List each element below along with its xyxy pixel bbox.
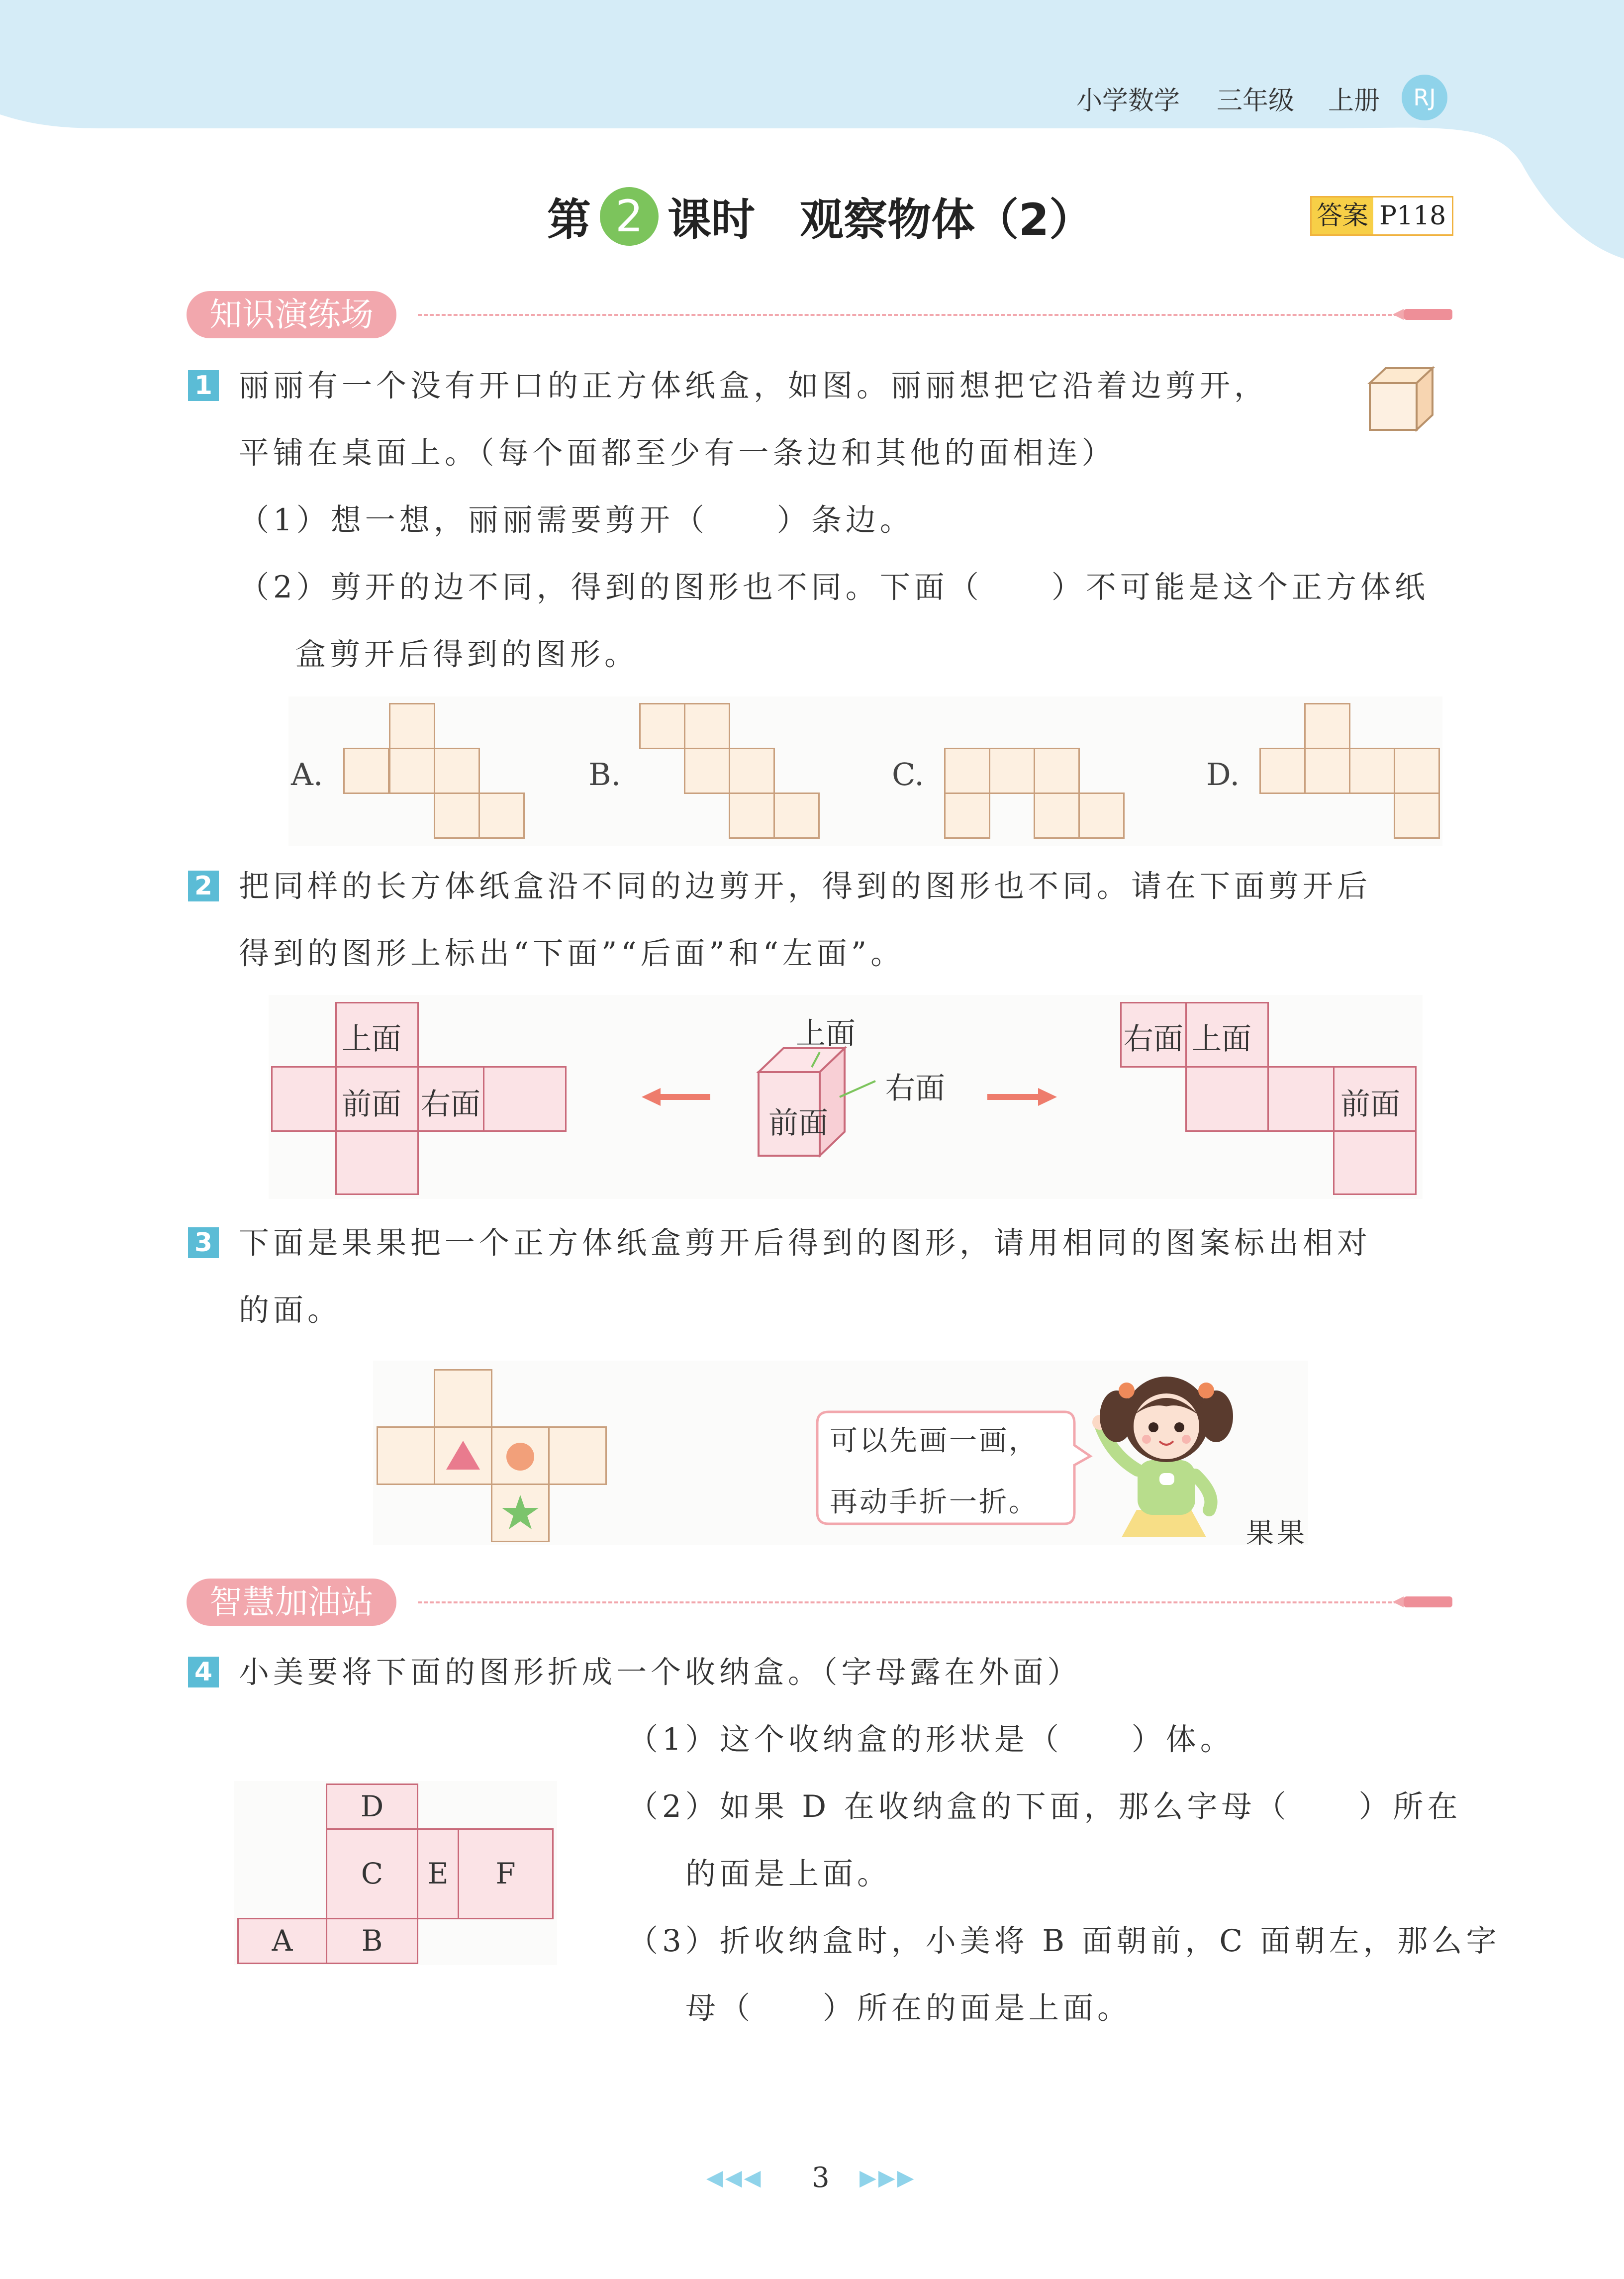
net-face-right [417, 1066, 484, 1132]
face-label: 右面 [421, 1087, 480, 1122]
net-cell [1034, 748, 1080, 794]
net-cell [377, 1426, 435, 1485]
question-number-3: 3 [188, 1227, 219, 1258]
net-face-top [1185, 1002, 1269, 1068]
net-cell-star [491, 1484, 550, 1542]
header-grade: 三年级 [1217, 86, 1295, 116]
header-subject: 小学数学 [1076, 86, 1180, 116]
net-cell [639, 703, 685, 749]
net-cell [1078, 793, 1125, 839]
option-b-label: B. [588, 756, 621, 793]
face-letter: D [360, 1789, 384, 1823]
arrow-left-icon [642, 1087, 711, 1107]
net-face-blank [1267, 1066, 1335, 1132]
net-cell [1349, 748, 1395, 794]
net-face-c [326, 1828, 418, 1919]
bubble-line-2: 再动手折一折。 [830, 1486, 1039, 1518]
net-cell [389, 703, 435, 749]
q4-sub3a: （3）折收纳盒时，小美将 B 面朝前，C 面朝左，那么字 [628, 1923, 1501, 1959]
option-c-label: C. [892, 756, 924, 793]
net-cell [684, 703, 730, 749]
face-letter: B [361, 1924, 383, 1958]
section-boost-label: 智慧加油站 [187, 1579, 396, 1626]
lesson-prefix: 第 [547, 194, 591, 245]
question-number-2: 2 [188, 871, 219, 901]
net-cell-triangle [434, 1426, 492, 1485]
net-cell [684, 748, 730, 794]
lesson-title [547, 184, 1093, 249]
arrow-right-icon [987, 1087, 1057, 1107]
q4-sub2b: 的面是上面。 [685, 1856, 892, 1891]
section-divider [418, 1601, 1398, 1603]
q2-line2: 得到的图形上标出“下面”“后面”和“左面”。 [239, 936, 905, 971]
page-number: 3 [812, 2162, 830, 2194]
net-face-blank [1333, 1130, 1417, 1195]
lesson-topic: 观察物体（2） [800, 194, 1093, 245]
net-cell-circle [491, 1426, 550, 1485]
net-face-f [458, 1828, 554, 1919]
lesson-suffix: 课时 [668, 194, 756, 245]
net-cell [343, 748, 389, 794]
section-divider [418, 314, 1398, 316]
box-right-label: 右面 [885, 1071, 945, 1106]
star-icon [492, 1485, 548, 1541]
net-cell [434, 1369, 492, 1428]
bubble-line-1: 可以先画一画， [830, 1425, 1039, 1457]
q1-sub2a: （2）剪开的边不同，得到的图形也不同。下面（ ）不可能是这个正方体纸 [239, 570, 1429, 605]
net-cell [389, 748, 435, 794]
net-face-back-blank [483, 1066, 567, 1132]
net-face-right [1120, 1002, 1187, 1068]
net-face-front [335, 1066, 419, 1132]
face-label: 右面 [1124, 1022, 1183, 1057]
net-cell [478, 793, 525, 839]
net-cell [989, 748, 1035, 794]
pencil-icon [1393, 1595, 1452, 1608]
answer-label: 答案 [1312, 198, 1373, 234]
face-label: 上面 [1192, 1022, 1251, 1057]
q3-line2: 的面。 [239, 1292, 342, 1328]
q4-sub1: （1）这个收纳盒的形状是（ ）体。 [628, 1722, 1235, 1757]
option-d-label: D. [1206, 756, 1240, 793]
box-front-label: 前面 [768, 1106, 828, 1141]
section-practice-label: 知识演练场 [187, 291, 396, 338]
net-cell [944, 748, 990, 794]
net-cell [548, 1426, 607, 1485]
edition-badge: RJ [1402, 75, 1447, 120]
net-cell [434, 748, 480, 794]
q4-sub2a: （2）如果 D 在收纳盒的下面，那么字母（ ）所在 [628, 1789, 1462, 1824]
net-face-blank [1185, 1066, 1269, 1132]
net-cell [1394, 793, 1440, 839]
net-cell [1304, 748, 1350, 794]
pencil-icon [1393, 308, 1452, 321]
q4-sub3b: 母（ ）所在的面是上面。 [685, 1990, 1132, 2026]
box-top-label: 上面 [796, 1016, 856, 1051]
q4-line1: 小美要将下面的图形折成一个收纳盒。（字母露在外面） [239, 1655, 1082, 1690]
answer-page: P118 [1379, 201, 1446, 231]
net-face-b [326, 1918, 418, 1964]
net-face-d [326, 1784, 418, 1830]
net-face-e [417, 1828, 459, 1919]
circle-icon [492, 1428, 548, 1484]
net-cell [773, 793, 820, 839]
q1-line2: 平铺在桌面上。（每个面都至少有一条边和其他的面相连） [239, 435, 1116, 471]
face-label: 前面 [1340, 1087, 1400, 1122]
net-face-front [1333, 1066, 1417, 1132]
question-number-1: 1 [188, 370, 219, 401]
q1-line1: 丽丽有一个没有开口的正方体纸盒，如图。丽丽想把它沿着边剪开， [239, 368, 1269, 403]
net-face-left-blank [271, 1066, 337, 1132]
option-a-label: A. [291, 756, 323, 793]
q2-line1: 把同样的长方体纸盒沿不同的边剪开，得到的图形也不同。请在下面剪开后 [239, 869, 1372, 904]
q1-sub1: （1）想一想，丽丽需要剪开（ ）条边。 [239, 502, 914, 538]
face-label: 前面 [342, 1087, 401, 1122]
net-face-bottom-blank [335, 1130, 419, 1195]
footer-arrows-right: ▶▶▶ [860, 2165, 916, 2190]
answer-ref [1310, 196, 1453, 236]
girl-character-icon [1092, 1361, 1241, 1540]
face-letter: F [495, 1857, 516, 1890]
net-cell [729, 793, 775, 839]
net-cell [729, 748, 775, 794]
net-cell [1259, 748, 1306, 794]
net-cell [1034, 793, 1080, 839]
q1-sub2b: 盒剪开后得到的图形。 [295, 637, 639, 672]
net-cell [1304, 703, 1350, 749]
q3-line1: 下面是果果把一个正方体纸盒剪开后得到的图形，请用相同的图案标出相对 [239, 1225, 1372, 1261]
face-label: 上面 [342, 1022, 401, 1057]
net-cell [1394, 748, 1440, 794]
net-cell [944, 793, 990, 839]
header-volume: 上册 [1328, 86, 1380, 116]
face-letter: C [361, 1857, 383, 1890]
character-name: 果果 [1246, 1517, 1308, 1550]
face-letter: A [272, 1924, 293, 1958]
net-face-a [237, 1918, 327, 1964]
triangle-icon [435, 1428, 491, 1484]
lesson-number-badge: 2 [600, 187, 659, 246]
question-number-4: 4 [188, 1657, 219, 1687]
net-cell [434, 793, 480, 839]
cube-icon [1367, 363, 1436, 433]
net-face-top [335, 1002, 419, 1068]
footer-arrows-left: ◀◀◀ [706, 2165, 763, 2190]
face-letter: E [427, 1857, 449, 1890]
